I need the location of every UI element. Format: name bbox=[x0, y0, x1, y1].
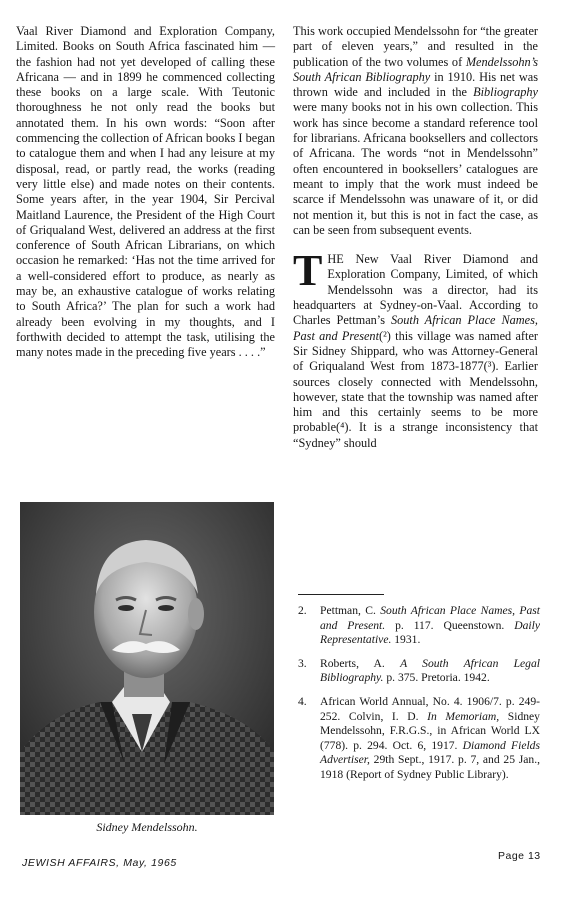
footnote-text bbox=[320, 604, 540, 648]
footnote-item bbox=[298, 604, 540, 648]
footnote-title: A South African Legal Bibliography. bbox=[320, 656, 540, 685]
footnote-title: In Memoriam, bbox=[427, 709, 500, 723]
body-paragraph bbox=[16, 24, 275, 361]
footnote-number: 3. bbox=[298, 656, 307, 670]
paragraph-text: HE New Vaal River Diamond and Exploration Company, Limited, of which Mendelssohn was a director, had its headquarters at Sydney-on-Vaal. According to Charles Pettman’s bbox=[293, 252, 538, 328]
footnote-item bbox=[298, 657, 540, 686]
footnote-fragment: Roberts, A. bbox=[320, 656, 401, 670]
portrait-illustration bbox=[20, 502, 274, 815]
paragraph-text: were many books not in his own collection. This work has since become a standard reference tool for librarians. Africana booksellers and collectors of Africana. The words “not in Mendelssohn” often encountered in booksellers’ catalogues are meant to imply that the work must indeed be scarce if Mendelssohn was unaware of it, or did not mention it, but this is not in fact the case, as can be seen from subsequent events. bbox=[293, 100, 538, 237]
paragraph-text: Vaal River Diamond and Exploration Company, Limited. Books on South Africa fascinated him — the fashion had not yet developed of calling these Africana — and in 1899 he commenced collecting these books on a large scale. With Teutonic thoroughness he not only read the books but annotated them. In his own words: “Soon after commencing the collection of African books I began to catalogue them and when I had any leisure at my disposal, read, or partly read, the works (reading very little else) and made notes on their contents. Some years after, in the year 1904, Sir Percival Maitland Laurence, the President of the High Court of Griqualand West, delivered an address at the first conference of South African Librarians, on which occasion he remarked: ‘Has not the time arrived for a well-considered effort to produce, as nearly as may be, an exhaustive catalogue of works relating to South Africa?’ The plan for such a work had already been evolving in my thoughts, and I forthwith decided to attempt the task, utilising the many notes made in the preceding five years . . . .” bbox=[16, 24, 275, 360]
footnote-text bbox=[320, 657, 540, 686]
book-title: South African Place Names, Past and Present bbox=[293, 313, 538, 343]
body-paragraph bbox=[293, 246, 538, 451]
book-title: Mendelssohn’s South African Bibliography bbox=[293, 54, 538, 84]
footnote-number: 4. bbox=[298, 694, 307, 708]
footnote-fragment: African World Annual, No. 4. 1906/7. p. 249-252. Colvin, I. D. bbox=[320, 694, 540, 723]
footnote-fragment: p. 117. Queenstown. bbox=[385, 618, 515, 632]
footnote-fragment: 29th Sept., 1917. p. 7, and 25 Jan., 1918 (Report of Sydney Public Library). bbox=[320, 753, 540, 781]
book-title: Bibliography bbox=[473, 85, 538, 100]
footnote-title: South African Place Names, Past and Present. bbox=[320, 604, 541, 632]
journal-footer: JEWISH AFFAIRS, May, 1965 bbox=[22, 857, 177, 869]
paragraph-text: (²) this village was named after Sir Sidney Shippard, who was Attorney-General of Griqualand West from 1873-1877(³). Earlier sources closely connected with Mendelssohn, however, state that the township was named after him and this certainly seems to be more probable(⁴). It is a strange inconsistency that “Sydney” should bbox=[293, 328, 538, 450]
drop-cap: T bbox=[293, 246, 323, 296]
footnote-divider bbox=[298, 594, 384, 595]
body-paragraph bbox=[293, 24, 538, 238]
page-number: Page 13 bbox=[498, 850, 541, 862]
footnote-fragment: Pettman, C. bbox=[320, 604, 381, 617]
footnote-text bbox=[320, 695, 540, 783]
footnotes bbox=[298, 604, 540, 792]
footnote-title: Daily Representative. bbox=[320, 618, 540, 647]
footnote-fragment: p. 375. Pretoria. 1942. bbox=[383, 671, 490, 685]
footnote-title: Diamond Fields Advertiser, bbox=[320, 738, 540, 767]
right-column bbox=[293, 24, 538, 451]
footnote-fragment: 1931. bbox=[391, 633, 421, 647]
footnote-fragment: Sidney Mendelssohn, F.R.G.S., in African World LX (778). p. 294. Oct. 6, 1917. bbox=[320, 709, 540, 752]
footnote-item bbox=[298, 695, 540, 783]
photo-caption: Sidney Mendelssohn. bbox=[96, 820, 198, 834]
paragraph-text: in 1910. His net was thrown wide and included in the bbox=[293, 69, 538, 100]
footnote-number: 2. bbox=[298, 604, 307, 617]
paragraph-text: This work occupied Mendelssohn for “the greater part of eleven years,” and resulted in the publication of the two volumes of bbox=[293, 24, 538, 69]
portrait-photo bbox=[20, 502, 274, 815]
left-column bbox=[16, 24, 275, 361]
